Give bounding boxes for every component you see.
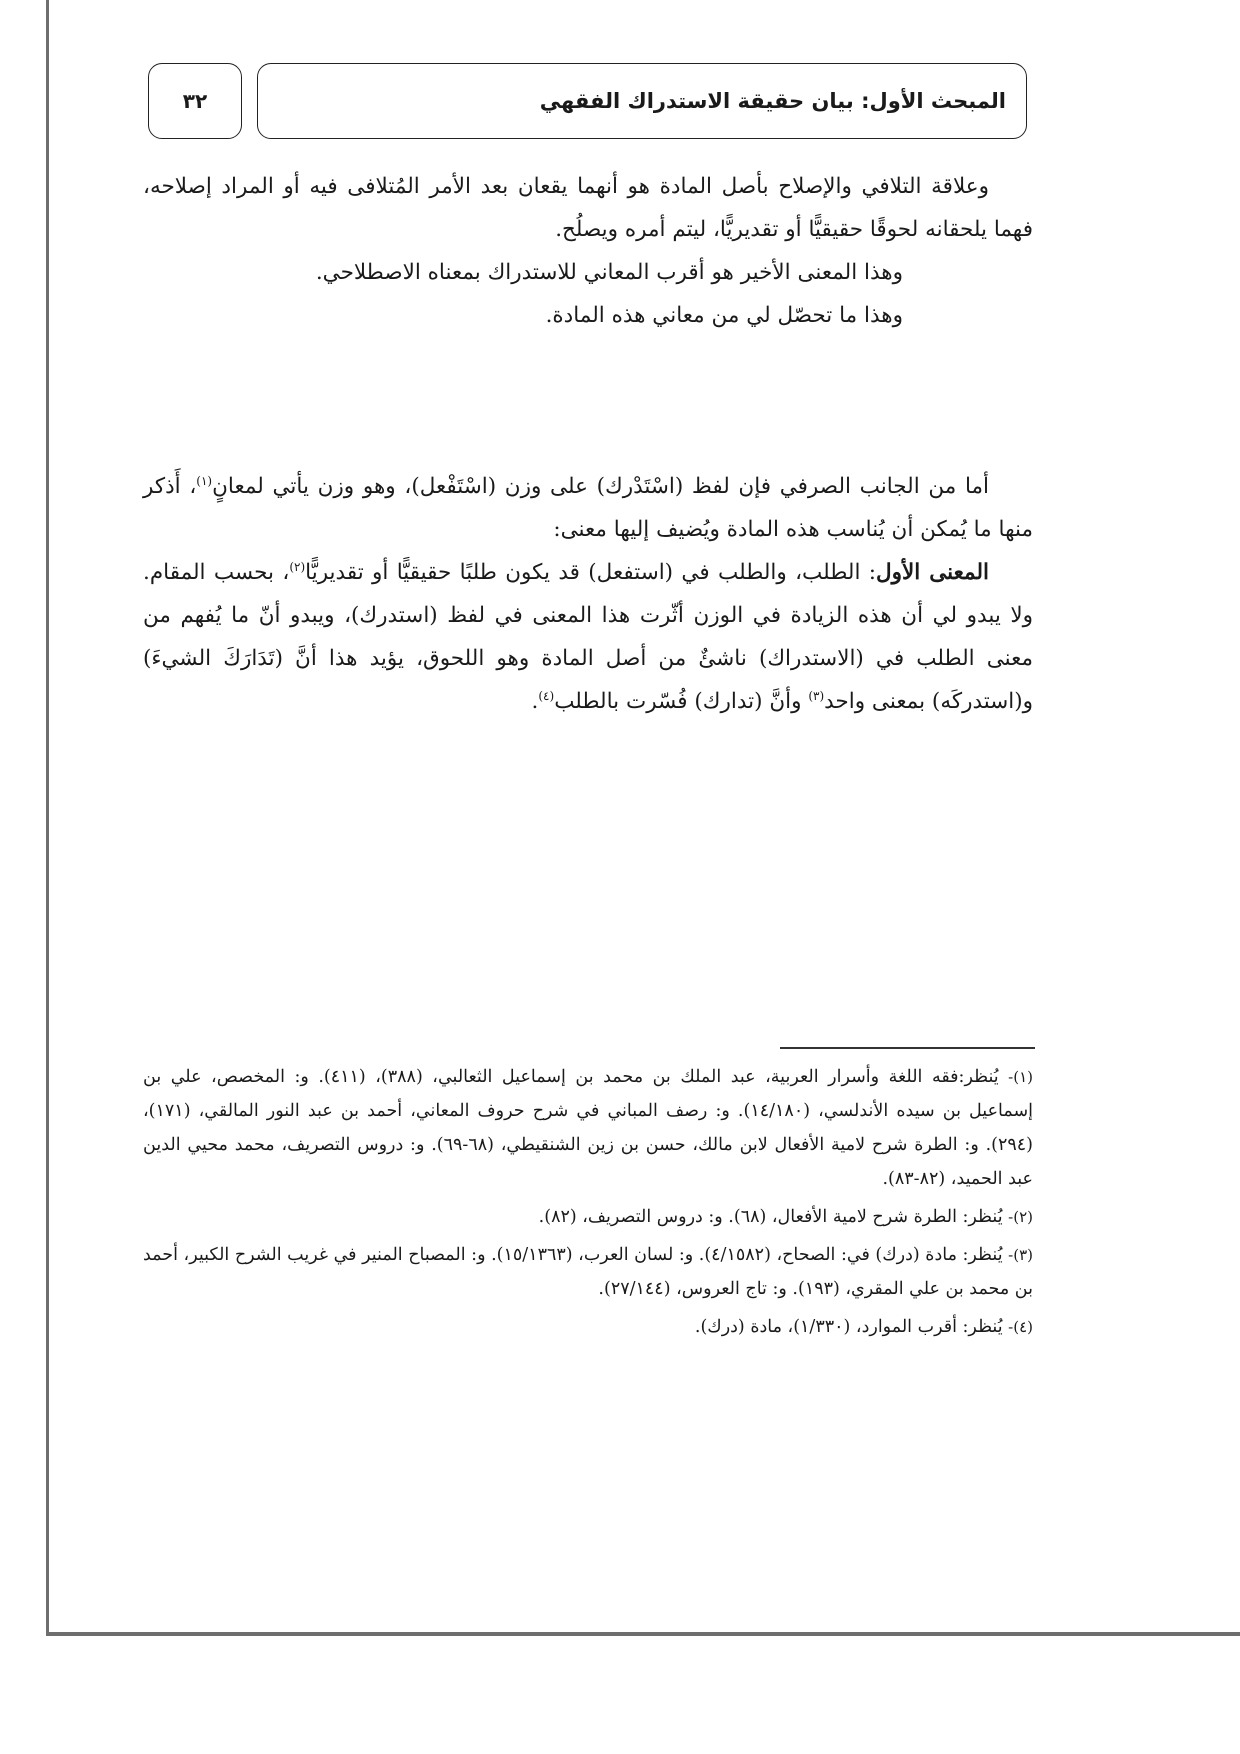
paragraph: وهذا ما تحصّل لي من معاني هذه المادة. [545,303,903,328]
footnote-1 [143,1060,1033,1196]
footnote-ref-4[interactable]: (٤) [538,688,555,703]
paragraph: وعلاقة التلافي والإصلاح بأصل المادة هو أنهما يقعان بعد الأمر المُتلافى فيه أو المراد إصلاحه، فهما يلحقانه لحوقًا حقيقيًّا أو تقديريًّا، ليتم أمره ويصلُح. [143,174,1033,242]
footnote-text: يُنظر: الطرة شرح لامية الأفعال، (٦٨). و: دروس التصريف، (٨٢). [538,1207,1003,1227]
footnote-number: (٣)- [1008,1246,1033,1264]
body-block-1 [143,165,1033,337]
footnote-ref-1[interactable]: (١) [196,473,213,488]
footnote-number: (٢)- [1008,1208,1033,1226]
text-run: وأنَّ (تدارك) فُسّرت بالطلب [554,689,809,714]
chapter-title: المبحث الأول: بيان حقيقة الاستدراك الفقهي [539,89,1006,113]
page-frame-left [46,0,49,1635]
chapter-title-box [257,63,1027,139]
text-run: أما من الجانب الصرفي فإن لفظ (اسْتَدْرك) على وزن (اسْتَفْعل)، وهو وزن يأتي لمعانٍ [212,474,990,499]
footnote-text: يُنظر:فقه اللغة وأسرار العربية، عبد الملك بن محمد بن إسماعيل الثعالبي، (٣٨٨)، (٤١١). و: المخصص، علي بن إسماعيل بن سيده الأندلسي، (١٤/١٨٠). و: رصف المباني في شرح حروف المعاني، أحمد بن عبد النور المالقي، (١٧١)، (٢٩٤). و: الطرة شرح لامية الأفعال لابن مالك، حسن بن زين الشنقيطي، (٦٨-٦٩). و: دروس التصريف، محمد محيي الدين عبد الحميد، (٨٢-٨٣). [143,1067,1033,1189]
text-run: . [531,689,539,714]
body-block-2 [143,465,1033,723]
footnote-text: يُنظر: أقرب الموارد، (١/٣٣٠)، مادة (درك). [694,1317,1003,1337]
paragraph: وهذا المعنى الأخير هو أقرب المعاني للاستدراك بمعناه الاصطلاحي. [315,260,903,285]
page-frame-bottom [46,1632,1240,1636]
paragraph [143,465,1033,551]
footnotes [143,1060,1033,1348]
footnote-ref-2[interactable]: (٢) [289,559,306,574]
footnote-4 [143,1310,1033,1344]
bold-term: المعنى الأول [876,560,989,585]
footnote-3 [143,1238,1033,1306]
text-run: : الطلب، والطلب في (استفعل) قد يكون طلبًا حقيقيًّا أو تقديريًّا [305,560,877,585]
text-run: ، بحسب المقام. ولا يبدو لي أن هذه الزيادة في الوزن أثّرت هذا المعنى في لفظ (استدرك)، ويبدو أنّ ما يُفهم من معنى الطلب في (الاستدراك) ناشئٌ من أصل المادة وهو اللحوق، يؤيد هذا أنَّ (تَدَارَكَ الشيءَ) و(استدركَه) بمعنى واحد [143,560,1033,714]
footnote-separator [780,1047,1035,1049]
footnote-ref-3[interactable]: (٣) [808,688,825,703]
footnote-text: يُنظر: مادة (درك) في: الصحاح، (٤/١٥٨٢). و: لسان العرب، (١٥/١٣٦٣). و: المصباح المنير في غريب الشرح الكبير، أحمد بن محمد بن علي المقري، (١٩٣). و: تاج العروس، (٢٧/١٤٤). [143,1245,1033,1299]
footnote-number: (١)- [1008,1068,1033,1086]
page-number: ٣٢ [182,89,208,113]
page-number-box [148,63,242,139]
footnote-number: (٤)- [1008,1318,1033,1336]
paragraph [143,551,1033,723]
text-run: ، أَذكر منها ما يُمكن أن يُناسب هذه المادة ويُضيف إليها معنى: [143,474,1033,542]
footnote-2 [143,1200,1033,1234]
